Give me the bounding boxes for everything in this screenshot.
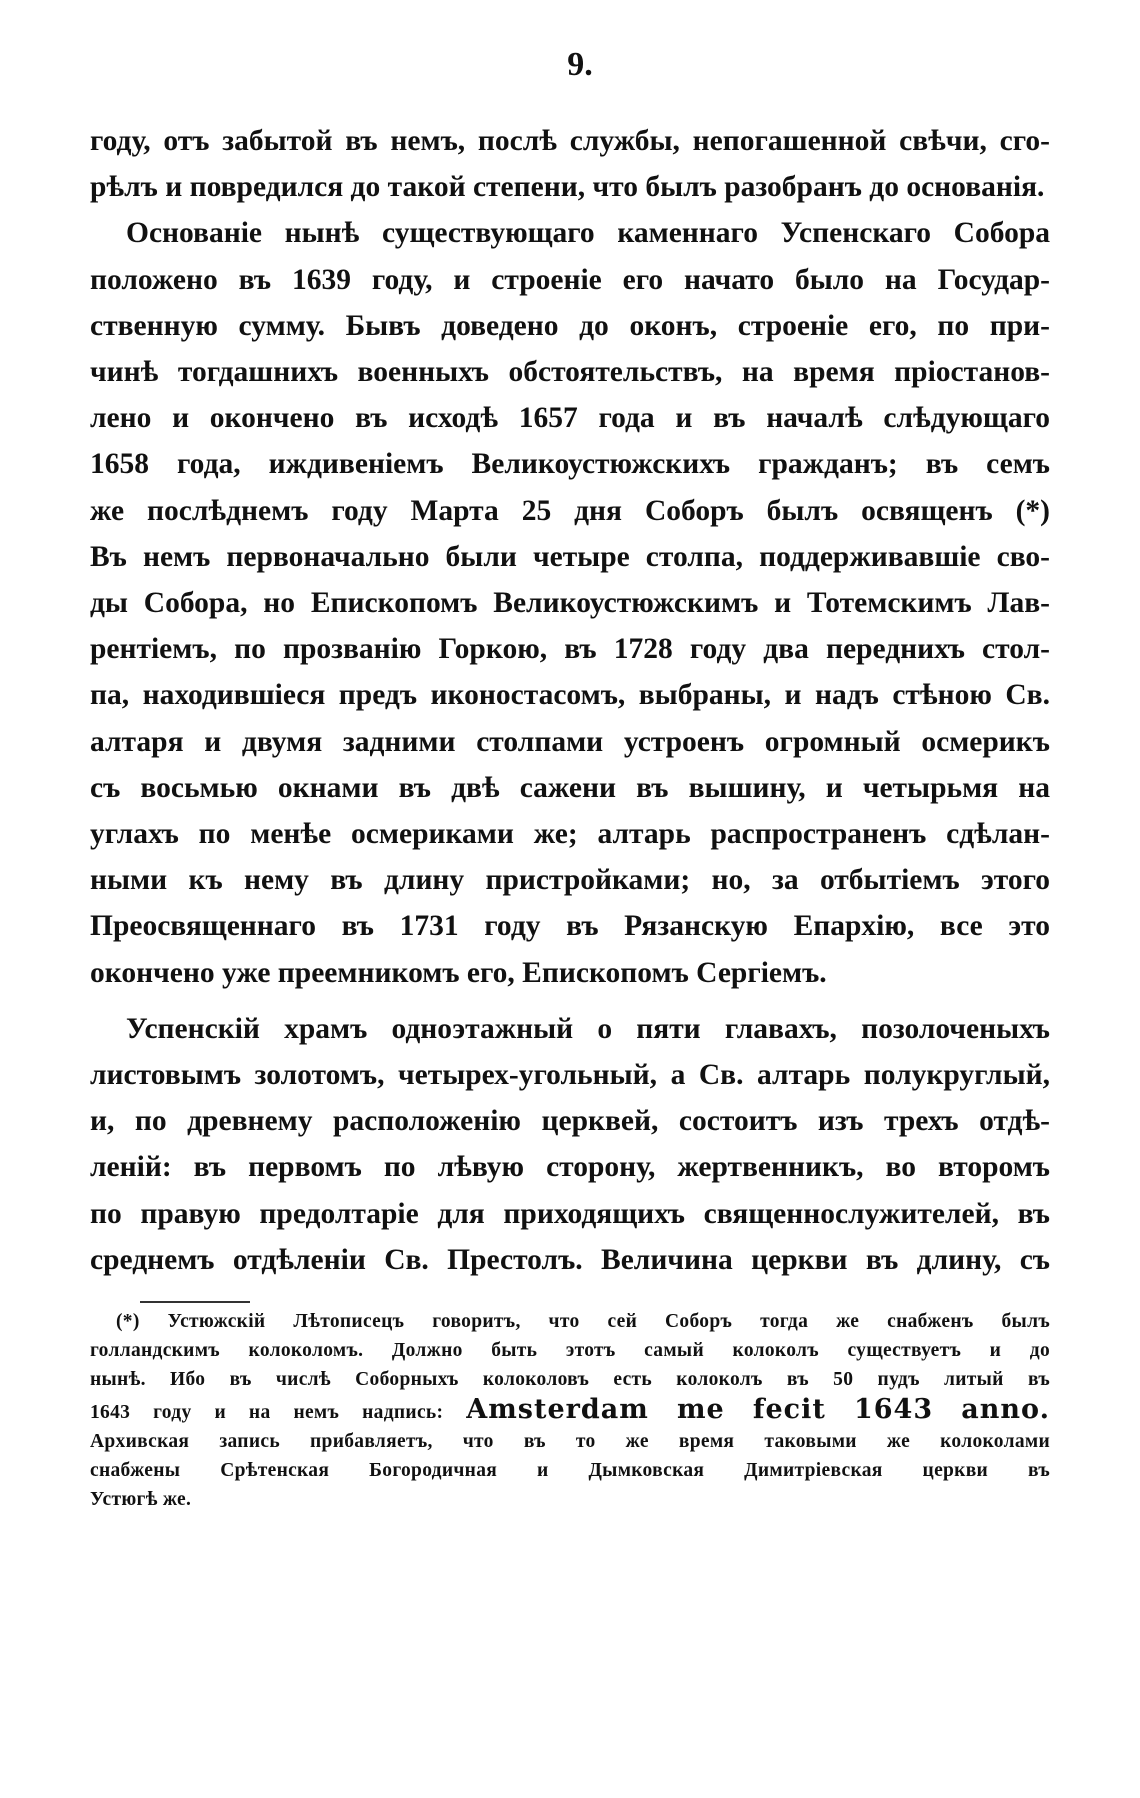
text-line: ными къ нему въ длину пристройками; но, за отбытіемъ этого	[90, 864, 1050, 897]
text-line: и, по древнему расположенію церквей, состоитъ изъ трехъ отдѣ-	[90, 1105, 1050, 1138]
document-page	[90, 40, 1050, 1515]
text-line: съ восьмью окнами въ двѣ сажени въ вышину, и четырьмя на	[90, 771, 1050, 804]
text-line: ственную сумму. Бывъ доведено до оконъ, строеніе его, по при-	[90, 309, 1050, 342]
text-line: лено и окончено въ исходѣ 1657 года и въ началѣ слѣдующаго	[90, 402, 1050, 435]
page-number: 9.	[567, 46, 593, 83]
text-line: Основаніе нынѣ существующаго каменнаго Успенскаго Собора	[126, 217, 1050, 250]
footnote-divider	[140, 1301, 250, 1303]
text-line: среднемъ отдѣленіи Св. Престолъ. Величина церкви въ длину, съ	[90, 1243, 1050, 1276]
text-line: положено въ 1639 году, и строеніе его начато было на Государ-	[90, 263, 1050, 296]
text-line: Преосвященнаго въ 1731 году въ Рязанскую Епархію, все это	[90, 910, 1050, 943]
footnote-line: снабжены Срѣтенская Богородичная и Дымковская Димитріевская церкви въ	[90, 1460, 1050, 1482]
text-line: же послѣднемъ году Марта 25 дня Соборъ былъ освященъ (*)	[90, 494, 1050, 527]
text-line: 1658 года, иждивеніемъ Великоустюжскихъ гражданъ; въ семъ	[90, 448, 1050, 481]
text-line: по правую предолтаріе для приходящихъ священнослужителей, въ	[90, 1197, 1050, 1230]
text-line: чинѣ тогдашнихъ военныхъ обстоятельствъ, на время пріостанов-	[90, 356, 1050, 389]
text-line: рѣлъ и повредился до такой степени, что былъ разобранъ до основанія.	[90, 171, 1045, 204]
footnote-inscription-line	[90, 1395, 1050, 1427]
text-line: леній: въ первомъ по лѣвую сторону, жертвенникъ, во второмъ	[90, 1151, 1050, 1184]
text-line: году, отъ забытой въ немъ, послѣ службы, непогашенной свѣчи, сго-	[90, 125, 1050, 157]
paragraph-gap	[90, 996, 1050, 1006]
text-line: рентіемъ, по прозванію Горкою, въ 1728 году два переднихъ стол-	[90, 633, 1050, 666]
footnote-line: (*) Устюжскій Лѣтописецъ говоритъ, что сей Соборъ тогда же снабженъ былъ	[116, 1311, 1050, 1333]
text-line: Успенскій храмъ одноэтажный о пяти главахъ, позолоченыхъ	[126, 1012, 1050, 1045]
bell-inscription: Amsterdam me fecit 1643 anno.	[466, 1393, 1050, 1425]
text-line: углахъ по менѣе осмериками же; алтарь распространенъ сдѣлан-	[90, 818, 1050, 851]
text-line: листовымъ золотомъ, четырех-угольный, а Св. алтарь полукруглый,	[90, 1059, 1050, 1092]
footnote-line: 1643 году и на немъ надпись:	[90, 1401, 444, 1423]
footnote	[90, 1307, 1050, 1514]
paragraph-1	[90, 118, 1050, 210]
main-text	[90, 118, 1050, 1283]
footnote-line: нынѣ. Ибо въ числѣ Соборныхъ колоколовъ есть колоколъ въ 50 пудъ литый въ	[90, 1369, 1050, 1391]
text-line: па, находившіеся предъ иконостасомъ, выбраны, и надъ стѣною Св.	[90, 679, 1050, 712]
text-line: алтаря и двумя задними столпами устроенъ огромный осмерикъ	[90, 725, 1050, 758]
text-line: окончено уже преемникомъ его, Епископомъ Сергіемъ.	[90, 956, 827, 989]
paragraph-2	[90, 210, 1050, 995]
text-line: ды Собора, но Епископомъ Великоустюжскимъ и Тотемскимъ Лав-	[90, 587, 1050, 620]
footnote-line: Устюгѣ же.	[90, 1489, 192, 1511]
paragraph-3	[90, 1006, 1050, 1283]
footnote-line: Архивская запись прибавляетъ, что въ то же время таковыми же колоколами	[90, 1430, 1050, 1452]
text-line: Въ немъ первоначально были четыре столпа, поддерживавшіе сво-	[90, 540, 1050, 573]
footnote-line: голландскимъ колоколомъ. Должно быть этотъ самый колоколъ существуетъ и до	[90, 1340, 1050, 1362]
